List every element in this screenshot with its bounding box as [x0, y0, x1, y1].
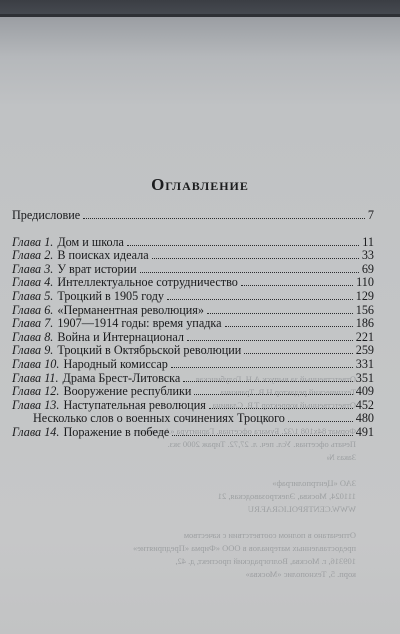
toc-page-number: 452 — [355, 397, 374, 412]
toc-page-number: 351 — [355, 370, 374, 385]
toc-row — [12, 276, 374, 290]
book-page — [0, 14, 400, 634]
chapter-label: Глава 9. — [12, 343, 54, 358]
toc-page-number: 480 — [355, 411, 374, 426]
toc-page-number: 331 — [355, 356, 374, 371]
toc-row — [12, 358, 374, 372]
toc-row — [12, 426, 374, 440]
leader-dots — [207, 313, 353, 314]
toc-row — [12, 344, 374, 358]
chapter-label: Глава 2. — [12, 248, 54, 263]
toc-entry-title: Несколько слов о военных сочинениях Троцкого — [33, 411, 285, 426]
chapter-label: Глава 5. — [12, 288, 54, 303]
toc-entry-title: Интеллектуальное сотрудничество — [57, 275, 238, 290]
toc-entry-title: «Перманентная революция» — [57, 302, 204, 317]
toc-row — [12, 399, 374, 413]
leader-dots — [171, 367, 353, 368]
leader-dots — [83, 218, 365, 219]
toc-row — [12, 304, 374, 318]
toc-entry-title: Поражение в победе — [63, 424, 170, 439]
toc-entry-title: Троцкий в Октябрьской революции — [57, 343, 242, 358]
chapter-label: Глава 6. — [12, 302, 54, 317]
leader-dots — [172, 435, 352, 436]
chapter-label: Глава 12. — [12, 384, 60, 399]
toc-row-subsection — [12, 412, 374, 426]
toc-entry-title: У врат истории — [57, 261, 137, 276]
chapter-label: Глава 11. — [12, 370, 59, 385]
toc-entry-title: Троцкий в 1905 году — [57, 288, 165, 303]
table-of-contents — [12, 209, 374, 440]
toc-entry-title: Вооружение республики — [63, 384, 192, 399]
leader-dots — [183, 381, 352, 382]
leader-dots — [127, 245, 359, 246]
toc-page-number: 186 — [355, 316, 374, 331]
leader-dots — [244, 353, 352, 354]
toc-entry-title: 1907—1914 годы: время упадка — [57, 316, 222, 331]
toc-page-number: 11 — [362, 234, 374, 249]
toc-page-number: 409 — [355, 384, 374, 399]
toc-entry-title: Драма Брест-Литовска — [62, 370, 181, 385]
leader-dots — [209, 408, 353, 409]
chapter-label: Глава 7. — [12, 316, 54, 331]
toc-entry-title: Дом и школа — [57, 234, 124, 249]
chapter-label: Глава 8. — [12, 329, 54, 344]
toc-page-number: 221 — [355, 329, 374, 344]
leader-dots — [140, 272, 359, 273]
toc-row — [12, 372, 374, 386]
chapter-label: Глава 3. — [12, 261, 54, 276]
toc-page-number: 69 — [361, 261, 374, 276]
toc-page-number: 491 — [355, 424, 374, 439]
chapter-label: Глава 10. — [12, 356, 60, 371]
toc-row-preface — [12, 209, 374, 223]
toc-entry-title: Война и Интернационал — [57, 329, 184, 344]
chapter-label: Глава 4. — [12, 275, 54, 290]
leader-dots — [288, 421, 353, 422]
toc-page-number: 110 — [356, 275, 374, 290]
chapter-label: Глава 1. — [12, 234, 54, 249]
toc-row — [12, 385, 374, 399]
leader-dots — [225, 326, 353, 327]
toc-row — [12, 236, 374, 250]
toc-page-number: 7 — [367, 208, 374, 222]
toc-page-number: 156 — [355, 302, 374, 317]
toc-page-number: 33 — [361, 248, 374, 263]
show-through-text: Ответственный за выпуск А.Н. Голубинская Технический редактор Н.В. Травкина Ответственный корректор Т.В. Славина Формат 84х108 1/32. Бумага офсетная. Гарнитура «Антиква». Печать офсетная. Усл. печ. л. 27,72. Тираж 2000 экз. Заказ № ЗАО «Центрполиграф» 111024, Москва, Электрозаводская, 21 WWW.CENTRPOLIGRAF.RU Отпечатано в полном соответствии с качеством предоставленных материалов в ООО «Фирма «Предприятие» 109316, г. Москва, Волгоградский проспект, д. 42, корп. 5, Технополис «Москва» — [132, 374, 356, 579]
toc-row — [12, 249, 374, 263]
toc-title: Оглавление — [151, 175, 249, 194]
toc-entry-title: Народный комиссар — [63, 356, 168, 371]
leader-dots — [241, 285, 353, 286]
toc-page-number: 259 — [355, 343, 374, 358]
toc-row — [12, 290, 374, 304]
toc-row — [12, 317, 374, 331]
leader-dots — [167, 299, 353, 300]
leader-dots — [194, 394, 352, 395]
toc-page-number: 129 — [355, 288, 374, 303]
chapter-label: Глава 13. — [12, 397, 60, 412]
toc-entry-title: Предисловие — [12, 208, 81, 222]
leader-dots — [187, 340, 353, 341]
toc-row — [12, 331, 374, 345]
chapter-label: Глава 14. — [12, 424, 60, 439]
leader-dots — [152, 258, 359, 259]
toc-row — [12, 263, 374, 277]
toc-entry-title: Наступательная революция — [63, 397, 206, 412]
toc-entry-title: В поисках идеала — [57, 248, 149, 263]
